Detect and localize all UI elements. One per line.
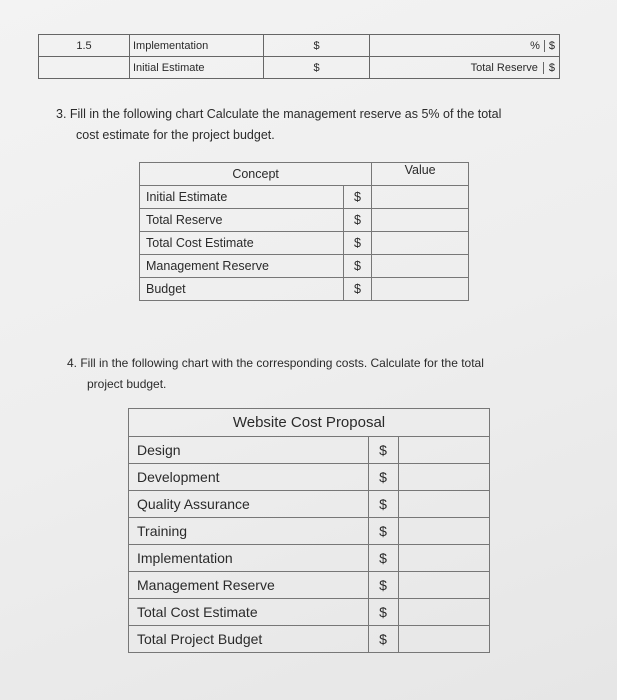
concept-cell: Initial Estimate	[140, 186, 344, 209]
dollar-cell: $	[368, 545, 398, 572]
dollar-cell: $	[368, 626, 398, 653]
row-right-cell	[370, 35, 560, 57]
value-cell[interactable]	[398, 491, 489, 518]
table-row	[129, 437, 490, 464]
table-row	[129, 599, 490, 626]
table-title-row	[129, 409, 490, 437]
table-row	[129, 626, 490, 653]
table-row	[140, 255, 469, 278]
value-cell[interactable]	[398, 518, 489, 545]
table-row	[129, 572, 490, 599]
dollar-cell: $	[343, 232, 372, 255]
dollar-cell: $	[368, 572, 398, 599]
row-label: Implementation	[130, 35, 264, 57]
table-row	[39, 35, 560, 57]
row-id	[39, 57, 130, 79]
question-3-line-2: cost estimate for the project budget.	[76, 128, 275, 142]
dollar-cell: $	[368, 437, 398, 464]
row-dollar: $	[264, 35, 370, 57]
total-reserve-label: Total Reserve	[470, 61, 538, 74]
row-dollar: $	[264, 57, 370, 79]
management-reserve-table	[139, 162, 469, 301]
dollar-cell: $	[368, 464, 398, 491]
question-4-line-2: project budget.	[87, 377, 167, 391]
website-cost-proposal-table	[128, 408, 490, 653]
table-row	[140, 186, 469, 209]
value-cell[interactable]	[398, 464, 489, 491]
dollar-cell: $	[343, 255, 372, 278]
value-cell[interactable]	[398, 545, 489, 572]
table-row	[129, 518, 490, 545]
header-value: Value	[372, 163, 469, 186]
dollar-cell: $	[368, 599, 398, 626]
value-cell[interactable]	[398, 599, 489, 626]
question-3	[56, 104, 566, 146]
cost-label: Training	[129, 518, 369, 545]
row-label: Initial Estimate	[130, 57, 264, 79]
top-cost-table	[38, 34, 560, 79]
value-cell[interactable]	[372, 232, 469, 255]
cost-label: Development	[129, 464, 369, 491]
row-id: 1.5	[39, 35, 130, 57]
table-row	[129, 464, 490, 491]
concept-cell: Total Reserve	[140, 209, 344, 232]
value-cell[interactable]	[372, 255, 469, 278]
question-4	[67, 353, 567, 395]
table-row	[140, 209, 469, 232]
dollar-cell: $	[343, 186, 372, 209]
cost-label: Design	[129, 437, 369, 464]
concept-cell: Budget	[140, 278, 344, 301]
value-cell[interactable]	[372, 209, 469, 232]
table-header-row	[140, 163, 469, 186]
cost-label: Total Cost Estimate	[129, 599, 369, 626]
table-row	[129, 491, 490, 518]
table-row	[39, 57, 560, 79]
dollar-cell: $	[343, 278, 372, 301]
cost-label: Quality Assurance	[129, 491, 369, 518]
concept-cell: Total Cost Estimate	[140, 232, 344, 255]
cost-label: Management Reserve	[129, 572, 369, 599]
percent-sign: %	[530, 40, 545, 52]
question-4-line-1: 4. Fill in the following chart with the corresponding costs. Calculate for the total	[67, 356, 484, 370]
header-concept: Concept	[140, 163, 372, 186]
right-dollar: $	[543, 62, 555, 74]
dollar-cell: $	[343, 209, 372, 232]
value-cell[interactable]	[372, 278, 469, 301]
dollar-cell: $	[368, 518, 398, 545]
value-cell[interactable]	[372, 186, 469, 209]
table-row	[140, 278, 469, 301]
dollar-cell: $	[368, 491, 398, 518]
cost-label: Total Project Budget	[129, 626, 369, 653]
table-row	[129, 545, 490, 572]
value-cell[interactable]	[398, 572, 489, 599]
concept-cell: Management Reserve	[140, 255, 344, 278]
cost-label: Implementation	[129, 545, 369, 572]
right-dollar: $	[548, 39, 555, 52]
table-title: Website Cost Proposal	[129, 409, 490, 437]
question-3-line-1: 3. Fill in the following chart Calculate the management reserve as 5% of the total	[56, 107, 502, 121]
table-row	[140, 232, 469, 255]
row-right-cell	[370, 57, 560, 79]
value-cell[interactable]	[398, 626, 489, 653]
value-cell[interactable]	[398, 437, 489, 464]
